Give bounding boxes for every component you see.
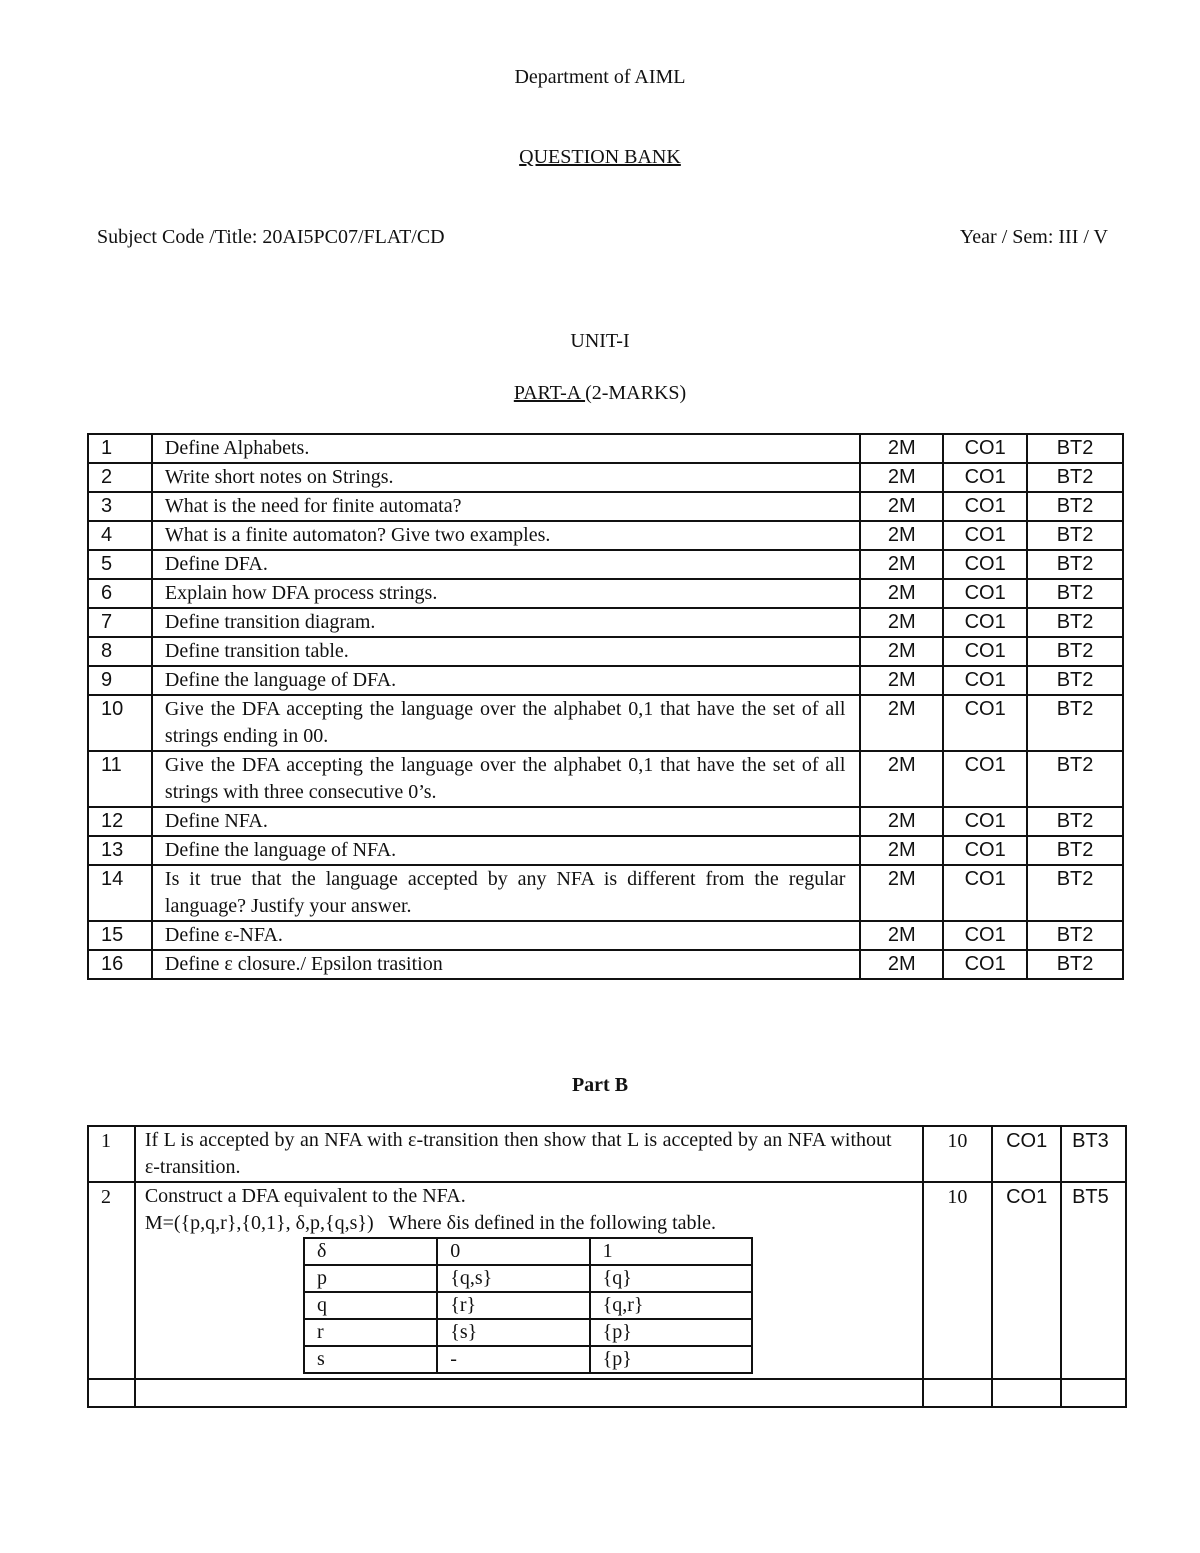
question-row: [88, 807, 1123, 836]
course-outcome: CO1: [943, 492, 1027, 521]
question-marks: 2M: [860, 921, 943, 950]
transition-state: q: [304, 1292, 437, 1319]
course-outcome: CO1: [943, 836, 1027, 865]
transition-table: [303, 1237, 753, 1374]
course-outcome: CO1: [943, 666, 1027, 695]
question-row: [88, 695, 1123, 751]
question-row: [88, 463, 1123, 492]
question-text: What is a finite automaton? Give two examples.: [152, 521, 860, 550]
question-number: 2: [88, 1182, 135, 1379]
course-outcome: CO1: [943, 921, 1027, 950]
question-text: Write short notes on Strings.: [152, 463, 860, 492]
course-outcome: CO1: [943, 751, 1027, 807]
course-outcome: CO1: [943, 463, 1027, 492]
blooms-level: BT2: [1027, 865, 1123, 921]
transition-cell: {q,r}: [590, 1292, 752, 1319]
transition-cell: {r}: [437, 1292, 589, 1319]
subject-code: Subject Code /Title: 20AI5PC07/FLAT/CD: [97, 226, 445, 248]
question-text: Define transition diagram.: [152, 608, 860, 637]
blooms-level: BT2: [1027, 950, 1123, 979]
question-number: 10: [88, 695, 152, 751]
question-number: 1: [88, 1126, 135, 1182]
question-number: 14: [88, 865, 152, 921]
question-marks: 2M: [860, 807, 943, 836]
question-number: 4: [88, 521, 152, 550]
question-number: 9: [88, 666, 152, 695]
blooms-level: BT2: [1027, 463, 1123, 492]
question-text: Explain how DFA process strings.: [152, 579, 860, 608]
question-text: Define NFA.: [152, 807, 860, 836]
question-number: 12: [88, 807, 152, 836]
question-marks: 2M: [860, 950, 943, 979]
question-row: [88, 550, 1123, 579]
question-marks: 2M: [860, 463, 943, 492]
question-line-1: Construct a DFA equivalent to the NFA.: [144, 1185, 466, 1207]
transition-cell: {s}: [437, 1319, 589, 1346]
transition-header-row: [304, 1238, 752, 1265]
question-row: [88, 608, 1123, 637]
part-a-marks: (2-MARKS): [585, 382, 687, 404]
part-a-table: [87, 433, 1124, 980]
department-heading: Department of AIML: [514, 66, 686, 88]
question-text: Give the DFA accepting the language over the alphabet 0,1 that have the set of all strings ending in 00.: [152, 695, 860, 751]
question-text: Define the language of DFA.: [152, 666, 860, 695]
question-text: Define transition table.: [152, 637, 860, 666]
part-b-empty-row: [88, 1379, 1126, 1407]
question-row: [88, 666, 1123, 695]
question-number: 13: [88, 836, 152, 865]
blooms-level: BT2: [1027, 608, 1123, 637]
document-title: QUESTION BANK: [519, 146, 681, 168]
question-marks: 2M: [860, 836, 943, 865]
blooms-level: BT2: [1027, 550, 1123, 579]
question-row: [88, 637, 1123, 666]
course-outcome: CO1: [943, 579, 1027, 608]
question-marks: 2M: [860, 579, 943, 608]
course-outcome: CO1: [943, 434, 1027, 463]
question-number: 8: [88, 637, 152, 666]
course-outcome: CO1: [943, 637, 1027, 666]
course-outcome: CO1: [992, 1182, 1061, 1379]
course-outcome: CO1: [943, 950, 1027, 979]
course-outcome: CO1: [943, 550, 1027, 579]
part-b-heading: Part B: [571, 1074, 629, 1096]
transition-cell: {q,s}: [437, 1265, 589, 1292]
part-a-heading: [0, 382, 1200, 405]
empty-cell: [88, 1379, 135, 1407]
question-marks: 2M: [860, 521, 943, 550]
blooms-level: BT2: [1027, 751, 1123, 807]
blooms-level: BT2: [1027, 521, 1123, 550]
question-marks: 2M: [860, 751, 943, 807]
question-row: [88, 521, 1123, 550]
transition-row: [304, 1292, 752, 1319]
transition-header-cell: 0: [437, 1238, 589, 1265]
question-marks: 2M: [860, 695, 943, 751]
course-outcome: CO1: [943, 521, 1027, 550]
transition-header-cell: 1: [590, 1238, 752, 1265]
question-marks: 2M: [860, 637, 943, 666]
question-row: [88, 434, 1123, 463]
course-outcome: CO1: [943, 608, 1027, 637]
question-text: Define ε closure./ Epsilon trasition: [152, 950, 860, 979]
question-marks: 10: [923, 1126, 993, 1182]
course-outcome: CO1: [992, 1126, 1061, 1182]
part-b-row: [88, 1126, 1126, 1182]
question-text: Define ε-NFA.: [152, 921, 860, 950]
question-row: [88, 492, 1123, 521]
question-number: 2: [88, 463, 152, 492]
question-marks: 2M: [860, 608, 943, 637]
blooms-level: BT2: [1027, 492, 1123, 521]
question-line-2: M=({p,q,r},{0,1}, δ,p,{q,s}) Where δis defined in the following table.: [144, 1212, 716, 1234]
question-number: 16: [88, 950, 152, 979]
transition-row: [304, 1346, 752, 1373]
question-marks: 2M: [860, 550, 943, 579]
blooms-level: BT5: [1061, 1182, 1126, 1379]
transition-cell: -: [437, 1346, 589, 1373]
empty-cell: [923, 1379, 993, 1407]
blooms-level: BT2: [1027, 695, 1123, 751]
year-semester: Year / Sem: III / V: [959, 226, 1108, 248]
question-marks: 2M: [860, 666, 943, 695]
question-text: Define DFA.: [152, 550, 860, 579]
blooms-level: BT2: [1027, 921, 1123, 950]
question-number: 7: [88, 608, 152, 637]
question-number: 11: [88, 751, 152, 807]
question-number: 3: [88, 492, 152, 521]
transition-state: p: [304, 1265, 437, 1292]
question-marks: 2M: [860, 434, 943, 463]
question-marks: 2M: [860, 865, 943, 921]
blooms-level: BT3: [1061, 1126, 1126, 1182]
question-row: [88, 836, 1123, 865]
course-outcome: CO1: [943, 865, 1027, 921]
question-row: [88, 751, 1123, 807]
question-text: Give the DFA accepting the language over the alphabet 0,1 that have the set of all strings with three consecutive 0’s.: [152, 751, 860, 807]
blooms-level: BT2: [1027, 579, 1123, 608]
question-number: 15: [88, 921, 152, 950]
question-row: [88, 865, 1123, 921]
question-number: 6: [88, 579, 152, 608]
question-number: 1: [88, 434, 152, 463]
question-number: 5: [88, 550, 152, 579]
question-text: If L is accepted by an NFA with ε-transition then show that L is accepted by an NFA without ε-transition.: [135, 1126, 923, 1182]
blooms-level: BT2: [1027, 434, 1123, 463]
blooms-level: BT2: [1027, 836, 1123, 865]
transition-header-cell: δ: [304, 1238, 437, 1265]
blooms-level: BT2: [1027, 666, 1123, 695]
question-row: [88, 579, 1123, 608]
transition-state: s: [304, 1346, 437, 1373]
transition-cell: {p}: [590, 1319, 752, 1346]
question-text: Define Alphabets.: [152, 434, 860, 463]
blooms-level: BT2: [1027, 637, 1123, 666]
empty-cell: [992, 1379, 1061, 1407]
unit-heading: UNIT-I: [570, 330, 630, 352]
question-text: Is it true that the language accepted by any NFA is different from the regular language? Justify your answer.: [152, 865, 860, 921]
part-a-label: PART-A: [513, 382, 586, 404]
course-outcome: CO1: [943, 807, 1027, 836]
transition-row: [304, 1319, 752, 1346]
transition-row: [304, 1265, 752, 1292]
transition-state: r: [304, 1319, 437, 1346]
empty-cell: [135, 1379, 923, 1407]
transition-cell: {p}: [590, 1346, 752, 1373]
question-marks: 2M: [860, 492, 943, 521]
transition-cell: {q}: [590, 1265, 752, 1292]
question-row: [88, 921, 1123, 950]
empty-cell: [1061, 1379, 1126, 1407]
question-text: What is the need for finite automata?: [152, 492, 860, 521]
question-marks: 10: [923, 1182, 993, 1379]
question-text: Define the language of NFA.: [152, 836, 860, 865]
question-row: [88, 950, 1123, 979]
blooms-level: BT2: [1027, 807, 1123, 836]
course-outcome: CO1: [943, 695, 1027, 751]
